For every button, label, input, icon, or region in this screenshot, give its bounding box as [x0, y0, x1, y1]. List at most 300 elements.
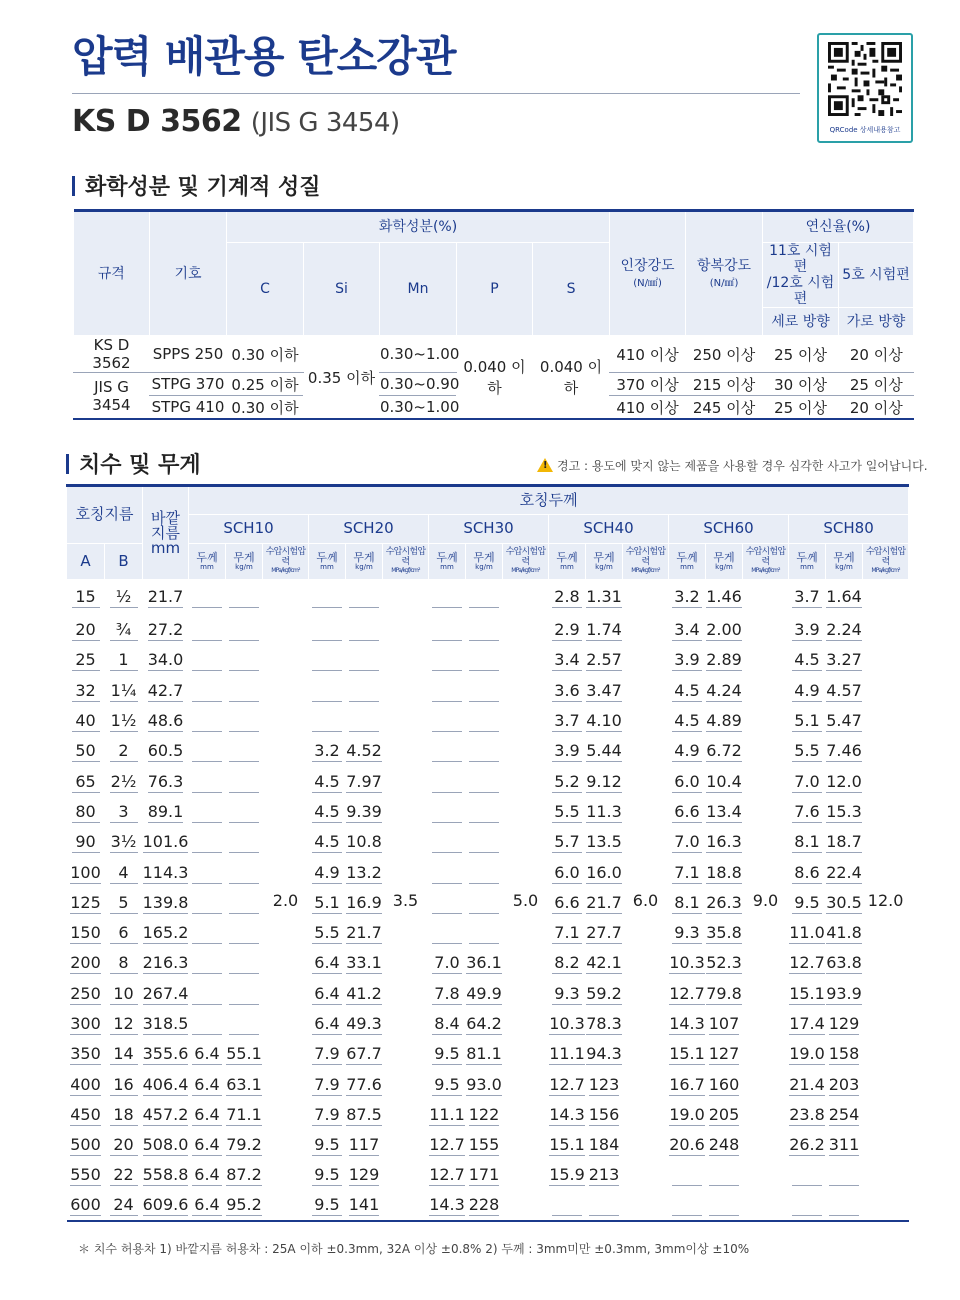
thickness-cell: 4.5	[669, 706, 706, 736]
header-prs: 수압시험압력 MPa/kgf/cm²	[383, 544, 429, 580]
table-row	[67, 580, 909, 616]
thickness-cell	[189, 858, 226, 888]
title-divider	[72, 93, 800, 94]
header-dir-long: 세로 방향	[763, 308, 839, 336]
thickness-cell	[429, 858, 466, 888]
od-cell: 42.7	[147, 680, 184, 700]
mn-cell: 0.30~1.00	[380, 336, 457, 373]
header-thk: 두께 mm	[669, 544, 706, 580]
od-cell: 34.0	[147, 650, 184, 670]
nominal-a-cell: 32	[67, 676, 105, 706]
weight-cell: 52.3	[706, 953, 742, 973]
weight-cell: 2.00	[706, 620, 742, 640]
thickness-cell: 7.1	[549, 918, 586, 948]
weight-cell: 81.1	[466, 1044, 502, 1064]
thickness-cell: 14.3	[429, 1195, 465, 1215]
thickness-cell: 3.9	[789, 616, 826, 646]
weight-cell	[226, 646, 263, 676]
od-cell: 216.3	[142, 953, 189, 973]
weight-cell: 42.1	[586, 953, 622, 973]
thickness-cell	[429, 616, 466, 646]
thickness-cell: 15.9	[549, 1165, 585, 1185]
weight-cell	[346, 580, 383, 616]
od-cell: 27.2	[147, 620, 184, 640]
symbol-cell: SPPS 250	[150, 336, 227, 373]
thickness-cell: 23.8	[789, 1104, 825, 1124]
header-elong: 연신율(%)	[763, 211, 914, 243]
long-cell: 25 이상	[763, 336, 839, 373]
header-prs: 수압시험압력 MPa/kgf/cm²	[263, 544, 309, 580]
header-sch: SCH40	[549, 515, 669, 544]
chemical-mechanical-table	[73, 209, 914, 420]
od-cell: 21.7	[147, 587, 184, 607]
symbol-cell: STPG 410	[150, 396, 227, 419]
weight-cell: 205	[708, 1104, 740, 1124]
header-od: 바깥지름 mm	[143, 486, 189, 580]
thickness-cell: 6.4	[189, 1100, 226, 1130]
thickness-cell	[789, 1191, 826, 1221]
weight-cell: 59.2	[586, 983, 622, 1003]
thickness-cell: 4.5	[309, 767, 346, 797]
weight-cell: 49.9	[466, 983, 502, 1003]
thickness-cell: 6.6	[669, 797, 706, 827]
weight-cell: 13.4	[706, 801, 742, 821]
weight-cell	[466, 858, 503, 888]
nominal-a-cell: 500	[70, 1135, 101, 1155]
mn-cell: 0.30~0.90	[380, 373, 457, 396]
nominal-a-cell: 125	[70, 892, 101, 912]
weight-cell: 5.44	[586, 741, 622, 761]
header-thk: 두께 mm	[189, 544, 226, 580]
header-spec: 규격	[74, 211, 150, 336]
weight-cell: 248	[708, 1135, 740, 1155]
thickness-cell	[189, 580, 226, 616]
thickness-cell: 8.4	[429, 1009, 466, 1039]
thickness-cell	[309, 676, 346, 706]
thickness-cell	[429, 646, 466, 676]
weight-cell: 77.6	[346, 1074, 382, 1094]
pressure-cell: 3.5	[392, 890, 419, 910]
weight-cell	[226, 918, 263, 948]
weight-cell: 36.1	[466, 953, 502, 973]
thickness-cell: 5.2	[549, 767, 586, 797]
c-cell: 0.30 이하	[227, 396, 304, 419]
weight-cell: 9.12	[586, 771, 622, 791]
trans-cell: 25 이상	[839, 373, 914, 396]
thickness-cell	[309, 646, 346, 676]
long-cell: 30 이상	[763, 373, 839, 396]
thickness-cell: 8.1	[669, 888, 706, 918]
thickness-cell: 19.0	[789, 1044, 825, 1064]
weight-cell: 87.2	[226, 1165, 262, 1185]
weight-cell: 2.89	[706, 650, 742, 670]
p-cell: 0.040 이하	[457, 336, 533, 419]
thickness-cell: 12.7	[669, 983, 705, 1003]
thickness-cell: 4.9	[789, 676, 826, 706]
thickness-cell	[189, 646, 226, 676]
nominal-b-cell: 22	[105, 1161, 143, 1191]
nominal-b-cell: ¾	[105, 616, 143, 646]
header-c: C	[227, 243, 304, 336]
weight-cell	[706, 1191, 743, 1221]
nominal-a-cell: 40	[67, 706, 105, 736]
thickness-cell: 4.5	[309, 828, 346, 858]
thickness-cell: 6.0	[669, 767, 706, 797]
od-cell: 76.3	[147, 771, 184, 791]
weight-cell: 93.9	[826, 983, 862, 1003]
thickness-cell: 8.6	[789, 858, 826, 888]
weight-cell: 254	[828, 1104, 860, 1124]
thickness-cell: 5.1	[789, 706, 826, 736]
thickness-cell	[429, 797, 466, 827]
weight-cell: 156	[588, 1104, 620, 1124]
thickness-cell: 6.4	[309, 979, 346, 1009]
thickness-cell: 12.7	[429, 1165, 465, 1185]
thickness-cell: 3.2	[309, 737, 346, 767]
thickness-cell: 3.4	[669, 616, 706, 646]
thickness-cell: 4.5	[789, 646, 826, 676]
si-cell: 0.35 이하	[304, 336, 380, 419]
thickness-cell: 9.5	[429, 1040, 466, 1070]
weight-cell: 63.1	[226, 1074, 262, 1094]
weight-cell: 7.97	[346, 771, 382, 791]
thickness-cell: 10.3	[669, 953, 705, 973]
header-b: B	[105, 544, 143, 580]
thickness-cell: 15.1	[789, 983, 825, 1003]
warning-text: 경고 : 용도에 맞지 않는 제품을 사용할 경우 심각한 사고가 일어납니다.	[557, 459, 928, 473]
od-cell: 508.0	[142, 1135, 189, 1155]
header-thk: 두께 mm	[429, 544, 466, 580]
thickness-cell	[429, 918, 466, 948]
nominal-a-cell: 250	[70, 983, 101, 1003]
weight-cell: 55.1	[226, 1044, 262, 1064]
footnote: ＊ 치수 허용차 1) 바깥지름 허용차 : 25A 이하 ±0.3mm, 32A 이상 ±0.8% 2) 두께 : 3mm미만 ±0.3mm, 3mm이상 ±10%	[78, 1242, 750, 1256]
weight-cell	[466, 767, 503, 797]
header-wt: 무게 kg/m	[826, 544, 863, 580]
weight-cell: 107	[708, 1014, 740, 1033]
weight-cell: 123	[588, 1074, 620, 1094]
weight-cell	[706, 1161, 743, 1191]
nominal-b-cell: 24	[105, 1191, 143, 1221]
thickness-cell: 11.0	[789, 923, 825, 943]
thickness-cell: 6.4	[189, 1191, 226, 1221]
section-title-text: 치수 및 무게	[79, 453, 201, 478]
header-tensile: 인장강도 (N/㎟)	[610, 211, 686, 336]
section-title-dimensions	[66, 448, 201, 479]
tensile-cell: 370 이상	[610, 373, 686, 396]
thickness-cell: 7.0	[669, 828, 706, 858]
weight-cell	[226, 676, 263, 706]
thickness-cell: 9.5	[309, 1191, 346, 1221]
thickness-cell: 8.1	[789, 828, 826, 858]
weight-cell	[346, 646, 383, 676]
weight-cell	[226, 1009, 263, 1039]
nominal-b-cell: 16	[105, 1070, 143, 1100]
nominal-a-cell: 20	[67, 616, 105, 646]
od-cell: 101.6	[142, 832, 189, 852]
weight-cell	[466, 797, 503, 827]
header-thickness: 호칭두께	[189, 486, 909, 515]
thickness-cell	[189, 706, 226, 736]
thickness-cell: 16.7	[669, 1074, 705, 1094]
qr-code-box[interactable]	[817, 33, 913, 143]
nominal-b-cell: 3	[105, 797, 143, 827]
thickness-cell: 14.3	[549, 1104, 585, 1124]
weight-cell: 11.3	[586, 801, 622, 821]
od-cell: 355.6	[142, 1044, 189, 1064]
thickness-cell: 9.3	[549, 979, 586, 1009]
weight-cell: 141	[348, 1195, 380, 1215]
thickness-cell	[309, 616, 346, 646]
weight-cell: 1.31	[586, 587, 622, 607]
thickness-cell: 6.4	[309, 949, 346, 979]
trans-cell: 20 이상	[839, 396, 914, 419]
weight-cell: 78.3	[586, 1014, 622, 1033]
nominal-a-cell: 15	[67, 580, 105, 616]
thickness-cell	[189, 979, 226, 1009]
dimensions-weight-table	[66, 484, 909, 1222]
thickness-cell	[429, 580, 466, 616]
yield-cell: 250 이상	[686, 336, 763, 373]
nominal-b-cell: 5	[105, 888, 143, 918]
weight-cell	[826, 1191, 863, 1221]
thickness-cell	[189, 797, 226, 827]
weight-cell: 94.3	[586, 1044, 622, 1064]
weight-cell: 13.5	[586, 832, 622, 852]
weight-cell	[466, 888, 503, 918]
thickness-cell: 2.8	[549, 580, 586, 616]
thickness-cell: 9.3	[669, 918, 706, 948]
weight-cell: 213	[588, 1165, 620, 1185]
thickness-cell: 3.9	[669, 646, 706, 676]
header-chem: 화학성분(%)	[227, 211, 610, 243]
weight-cell	[466, 737, 503, 767]
thickness-cell	[189, 1009, 226, 1039]
weight-cell: 63.8	[826, 953, 862, 973]
mn-cell: 0.30~1.00	[380, 396, 457, 419]
weight-cell: 12.0	[826, 771, 862, 791]
weight-cell	[466, 828, 503, 858]
nominal-a-cell: 600	[70, 1195, 101, 1215]
thickness-cell: 11.1	[429, 1104, 465, 1124]
weight-cell: 184	[588, 1135, 620, 1155]
weight-cell: 6.72	[706, 741, 742, 761]
thickness-cell: 9.5	[309, 1131, 346, 1161]
thickness-cell: 21.4	[789, 1074, 825, 1094]
thickness-cell	[189, 949, 226, 979]
thickness-cell: 7.0	[429, 949, 466, 979]
header-nominal: 호칭지름	[67, 486, 143, 544]
weight-cell	[226, 706, 263, 736]
tensile-cell: 410 이상	[610, 336, 686, 373]
thickness-cell: 7.1	[669, 858, 706, 888]
weight-cell: 13.2	[346, 862, 382, 882]
thickness-cell: 4.9	[669, 737, 706, 767]
weight-cell	[586, 1191, 623, 1221]
thickness-cell: 4.9	[309, 858, 346, 888]
nominal-b-cell: 6	[105, 918, 143, 948]
od-cell: 406.4	[142, 1074, 189, 1094]
weight-cell: 71.1	[226, 1104, 262, 1124]
section-bar	[72, 176, 75, 196]
thickness-cell: 7.9	[309, 1100, 346, 1130]
weight-cell	[226, 767, 263, 797]
od-cell: 165.2	[142, 923, 189, 943]
nominal-b-cell: ½	[105, 580, 143, 616]
weight-cell: 311	[828, 1135, 860, 1155]
weight-cell: 171	[468, 1165, 500, 1185]
header-spec11: 11호 시험편 /12호 시험편	[763, 243, 839, 308]
nominal-a-cell: 90	[67, 828, 105, 858]
weight-cell: 30.5	[826, 892, 862, 912]
weight-cell: 49.3	[346, 1014, 382, 1033]
weight-cell: 7.46	[826, 741, 862, 761]
weight-cell: 1.74	[586, 620, 622, 640]
nominal-a-cell: 100	[70, 862, 101, 882]
nominal-a-cell: 50	[67, 737, 105, 767]
header-p: P	[457, 243, 533, 336]
thickness-cell	[669, 1191, 706, 1221]
thickness-cell: 6.4	[189, 1161, 226, 1191]
weight-cell: 5.47	[826, 711, 862, 731]
nominal-b-cell: 14	[105, 1040, 143, 1070]
header-thk: 두께 mm	[549, 544, 586, 580]
nominal-b-cell: 12	[105, 1009, 143, 1039]
header-a: A	[67, 544, 105, 580]
spec-cell: JIS G 3454	[74, 373, 150, 419]
thickness-cell: 4.5	[309, 797, 346, 827]
thickness-cell: 12.7	[789, 953, 825, 973]
thickness-cell: 7.6	[789, 797, 826, 827]
header-dir-trans: 가로 방향	[839, 308, 914, 336]
header-mn: Mn	[380, 243, 457, 336]
nominal-a-cell: 150	[70, 923, 101, 943]
thickness-cell: 6.0	[549, 858, 586, 888]
standard-alt: (JIS G 3454)	[250, 108, 400, 138]
standard-main: KS D 3562	[72, 104, 242, 139]
weight-cell	[346, 616, 383, 646]
header-si: Si	[304, 243, 380, 336]
thickness-cell	[189, 888, 226, 918]
thickness-cell: 14.3	[669, 1014, 705, 1033]
thickness-cell: 6.4	[189, 1070, 226, 1100]
header-prs: 수압시험압력 MPa/kgf/cm²	[623, 544, 669, 580]
od-cell: 48.6	[147, 711, 184, 731]
od-cell: 139.8	[142, 892, 189, 912]
weight-cell: 41.8	[826, 923, 862, 943]
page-title: 압력 배관용 탄소강관	[72, 32, 456, 81]
nominal-b-cell: 18	[105, 1100, 143, 1130]
header-sch: SCH30	[429, 515, 549, 544]
weight-cell: 4.10	[586, 711, 622, 731]
qr-code-icon	[828, 42, 902, 116]
spec-cell: KS D 3562	[74, 336, 150, 373]
thickness-cell	[189, 676, 226, 706]
thickness-cell: 3.7	[789, 580, 826, 616]
weight-cell: 27.7	[586, 923, 622, 943]
weight-cell: 129	[348, 1165, 380, 1185]
weight-cell: 10.4	[706, 771, 742, 791]
section-title-chemical	[72, 170, 321, 201]
nominal-a-cell: 400	[70, 1074, 101, 1094]
thickness-cell	[189, 918, 226, 948]
header-wt: 무게 kg/m	[466, 544, 503, 580]
thickness-cell: 3.4	[549, 646, 586, 676]
nominal-a-cell: 65	[67, 767, 105, 797]
weight-cell: 67.7	[346, 1044, 382, 1064]
symbol-cell: STPG 370	[150, 373, 227, 396]
weight-cell	[466, 646, 503, 676]
yield-cell: 245 이상	[686, 396, 763, 419]
thickness-cell: 9.5	[429, 1070, 466, 1100]
weight-cell	[466, 676, 503, 706]
section-title-text: 화학성분 및 기계적 성질	[85, 175, 321, 200]
thickness-cell: 5.5	[789, 737, 826, 767]
weight-cell	[226, 580, 263, 616]
weight-cell	[466, 918, 503, 948]
weight-cell	[226, 828, 263, 858]
weight-cell: 64.2	[466, 1014, 502, 1033]
weight-cell	[346, 676, 383, 706]
weight-cell	[226, 888, 263, 918]
weight-cell: 15.3	[826, 801, 862, 821]
nominal-b-cell: 1¼	[110, 680, 137, 700]
header-symbol: 기호	[150, 211, 227, 336]
weight-cell: 21.7	[346, 923, 382, 943]
pressure-cell: 12.0	[867, 890, 904, 910]
weight-cell: 9.39	[346, 801, 382, 821]
pressure-cell: 9.0	[752, 890, 779, 910]
weight-cell	[226, 616, 263, 646]
nominal-b-cell: 2	[105, 737, 143, 767]
od-cell: 609.6	[142, 1195, 189, 1215]
weight-cell: 16.9	[346, 892, 382, 912]
nominal-a-cell: 80	[67, 797, 105, 827]
nominal-b-cell: 2½	[110, 771, 137, 791]
weight-cell: 158	[828, 1044, 860, 1064]
weight-cell: 117	[348, 1135, 380, 1155]
weight-cell: 22.4	[826, 862, 862, 882]
weight-cell: 1.64	[826, 587, 862, 607]
thickness-cell: 5.7	[549, 828, 586, 858]
weight-cell: 16.3	[706, 832, 742, 852]
thickness-cell	[189, 616, 226, 646]
weight-cell	[226, 797, 263, 827]
thickness-cell: 2.9	[549, 616, 586, 646]
weight-cell: 228	[468, 1195, 500, 1215]
od-cell: 267.4	[142, 983, 189, 1003]
weight-cell: 129	[828, 1014, 860, 1033]
weight-cell: 79.8	[706, 983, 742, 1003]
standard-code	[72, 104, 400, 139]
weight-cell: 203	[828, 1074, 860, 1094]
weight-cell	[226, 737, 263, 767]
weight-cell: 10.8	[346, 832, 382, 852]
nominal-b-cell: 1	[105, 646, 143, 676]
pressure-cell: 6.0	[632, 890, 659, 910]
nominal-a-cell: 550	[70, 1165, 101, 1185]
weight-cell: 21.7	[586, 892, 622, 912]
thickness-cell: 3.2	[669, 580, 706, 616]
thickness-cell	[429, 888, 466, 918]
header-prs: 수압시험압력 MPa/kgf/cm²	[743, 544, 789, 580]
weight-cell: 4.89	[706, 711, 742, 731]
weight-cell: 93.0	[466, 1074, 502, 1094]
thickness-cell	[429, 706, 466, 736]
weight-cell: 3.47	[586, 680, 622, 700]
header-wt: 무게 kg/m	[706, 544, 743, 580]
weight-cell: 87.5	[346, 1104, 382, 1124]
